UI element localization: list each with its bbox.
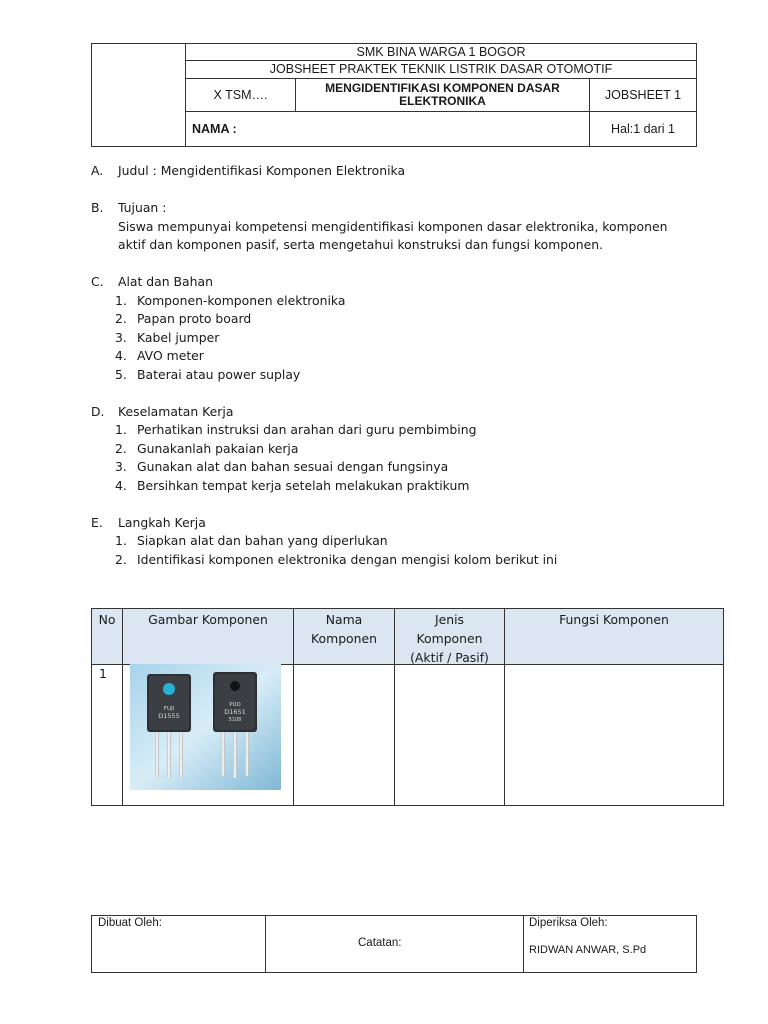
col-no: No: [98, 612, 116, 627]
notes-label: Catatan:: [358, 937, 402, 949]
class-label: X TSM….: [213, 87, 268, 102]
col-jenis: [395, 609, 504, 664]
list-number: 5.: [115, 367, 127, 382]
section-e-title: Langkah Kerja: [118, 515, 206, 530]
topic-line-1: MENGIDENTIFIKASI KOMPONEN DASAR: [325, 81, 560, 95]
svg-text:D1555: D1555: [158, 712, 180, 720]
section-b-letter: B.: [91, 200, 104, 215]
section-d-title: Keselamatan Kerja: [118, 404, 234, 419]
section-e-letter: E.: [91, 515, 103, 530]
col-nama-line-1: Nama: [325, 612, 363, 627]
list-item: AVO meter: [137, 348, 204, 363]
col-jenis-line-3: (Aktif / Pasif): [410, 650, 489, 665]
col-nama-line-2: Komponen: [311, 631, 377, 646]
section-c-title: Alat dan Bahan: [118, 274, 213, 289]
list-item: Siapkan alat dan bahan yang diperlukan: [137, 533, 388, 548]
topic-line-2: ELEKTRONIKA: [399, 94, 486, 108]
svg-text:FUJI: FUJI: [163, 706, 175, 712]
section-b-line-2: aktif dan komponen pasif, serta mengetahui konstruksi dan fungsi komponen.: [118, 237, 604, 252]
section-d-letter: D.: [91, 404, 105, 419]
list-number: 1.: [115, 422, 127, 437]
divider: [265, 916, 266, 972]
list-item: Perhatikan instruksi dan arahan dari guru pembimbing: [137, 422, 477, 437]
section-b-title: Tujuan :: [118, 200, 167, 215]
list-number: 3.: [115, 330, 127, 345]
section-b-line-1: Siswa mempunyai kompetensi mengidentifikasi komponen dasar elektronika, komponen: [118, 219, 668, 234]
col-fungsi: Fungsi Komponen: [559, 612, 669, 627]
col-jenis-line-2: Komponen: [416, 631, 483, 646]
list-item: Papan proto board: [137, 311, 252, 326]
list-item: Kabel jumper: [137, 330, 220, 345]
section-a-title: Judul : Mengidentifikasi Komponen Elektronika: [118, 163, 406, 178]
list-number: 1.: [115, 533, 127, 548]
section-a-letter: A.: [91, 163, 104, 178]
signature-table: [91, 915, 697, 973]
list-number: 1.: [115, 293, 127, 308]
topic-title: [296, 79, 589, 111]
col-gambar: Gambar Komponen: [148, 612, 268, 627]
list-number: 2.: [115, 311, 127, 326]
row-number: 1: [99, 666, 107, 681]
page-number: Hal:1 dari 1: [611, 121, 675, 136]
list-item: Baterai atau power suplay: [137, 367, 301, 382]
divider: [523, 916, 524, 972]
name-label: NAMA :: [192, 121, 237, 136]
component-table: [91, 608, 724, 806]
component-image: [130, 664, 281, 790]
list-item: Identifikasi komponen elektronika dengan mengisi kolom berikut ini: [137, 552, 558, 567]
checked-by-label: Diperiksa Oleh:: [529, 917, 608, 929]
svg-text:PUD: PUD: [229, 702, 241, 708]
svg-text:5108: 5108: [228, 717, 242, 723]
created-by-label: Dibuat Oleh:: [98, 917, 162, 929]
section-c-letter: C.: [91, 274, 104, 289]
checker-name: RIDWAN ANWAR, S.Pd: [529, 944, 647, 956]
header-table: [91, 43, 697, 147]
list-number: 2.: [115, 441, 127, 456]
jobsheet-number: JOBSHEET 1: [604, 87, 682, 102]
list-item: Gunakanlah pakaian kerja: [137, 441, 299, 456]
col-nama: [294, 609, 394, 664]
list-item: Komponen-komponen elektronika: [137, 293, 346, 308]
list-item: Bersihkan tempat kerja setelah melakukan praktikum: [137, 478, 470, 493]
col-jenis-line-1: Jenis: [434, 612, 465, 627]
list-number: 3.: [115, 459, 127, 474]
school-name: SMK BINA WARGA 1 BOGOR: [356, 44, 526, 59]
jobsheet-title: JOBSHEET PRAKTEK TEKNIK LISTRIK DASAR OTOMOTIF: [269, 62, 613, 76]
svg-text:D1651: D1651: [224, 708, 246, 716]
list-item: Gunakan alat dan bahan sesuai dengan fungsinya: [137, 459, 449, 474]
list-number: 4.: [115, 348, 127, 363]
list-number: 4.: [115, 478, 127, 493]
list-number: 2.: [115, 552, 127, 567]
